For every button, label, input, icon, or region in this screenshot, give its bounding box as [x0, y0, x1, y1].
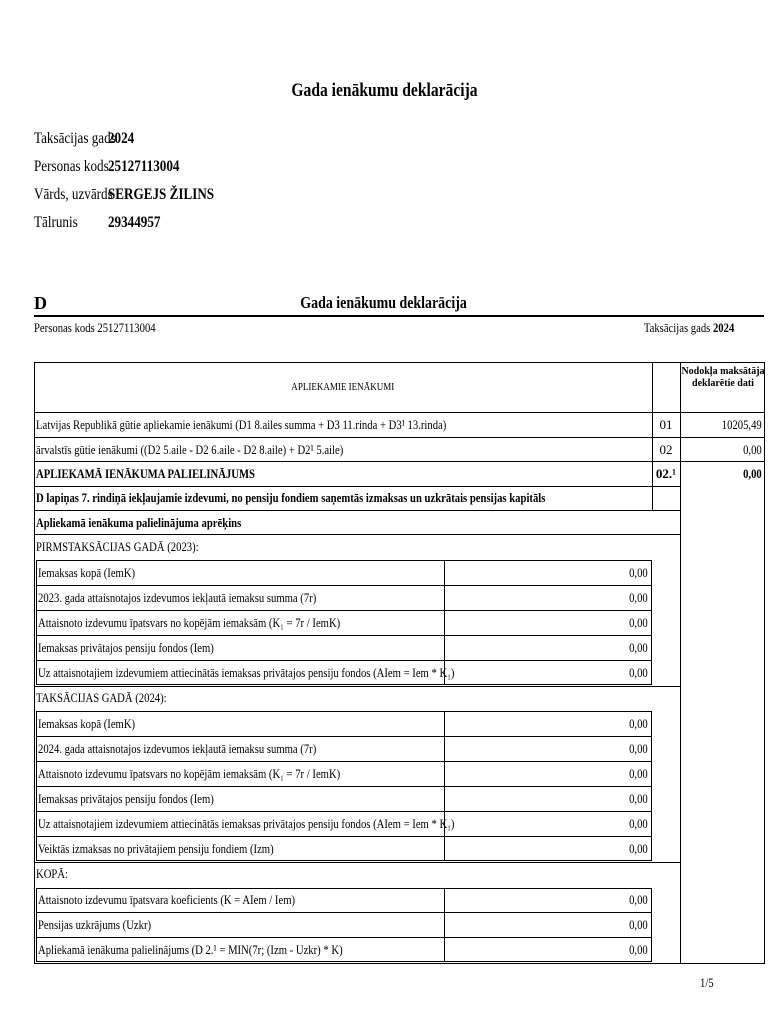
item-value: 0,00 — [629, 791, 648, 806]
item-value: 0,00 — [629, 640, 648, 655]
group-title: PIRMSTAKSĀCIJAS GADĀ (2023): — [36, 539, 199, 554]
section-tax-year: Taksācijas gads 2024 — [643, 320, 734, 335]
col-divider — [680, 362, 681, 964]
row-code: 01 — [659, 417, 673, 432]
item-value: 0,00 — [629, 590, 648, 605]
item-value: 0,00 — [629, 841, 648, 856]
row-label: ārvalstīs gūtie ienākumi ((D2 5.aile - D2 6.aile - D2 8.aile) + D2¹ 5.aile) — [36, 442, 344, 457]
row-label: APLIEKAMĀ IENĀKUMA PALIELINĀJUMS — [36, 466, 255, 481]
section-letter: D — [34, 293, 47, 313]
group-title: TAKSĀCIJAS GADĀ (2024): — [36, 690, 167, 705]
header-label: Vārds, uzvārds — [34, 186, 113, 203]
row-value: 0,00 — [743, 442, 762, 457]
row-code: 02 — [659, 442, 673, 457]
row-value: 0,00 — [743, 466, 762, 481]
item-value: 0,00 — [629, 766, 648, 781]
header-value: 25127113004 — [108, 158, 180, 175]
calc-title: Apliekamā ienākuma palielinājuma aprēķins — [36, 515, 242, 530]
column-header-right: Nodokļa maksātāja deklarētie dati — [681, 366, 765, 389]
item-label: Iemaksas kopā (IemK) — [38, 565, 136, 580]
page-title: Gada ienākumu deklarācija — [290, 80, 478, 101]
item-label: Iemaksas privātajos pensiju fondos (Iem) — [38, 640, 214, 655]
row-value: 10205,49 — [722, 417, 762, 432]
section-divider — [34, 315, 764, 317]
column-header: APLIEKAMIE IENĀKUMI — [291, 381, 395, 393]
item-value: 0,00 — [629, 741, 648, 756]
item-label: Iemaksas kopā (IemK) — [38, 716, 136, 731]
group-title: KOPĀ: — [36, 866, 68, 881]
row-divider — [34, 862, 681, 863]
item-label: 2023. gada attaisnotajos izdevumos iekļautā iemaksu summa (7r) — [38, 590, 317, 605]
item-label: Attaisnoto izdevumu īpatsvars no kopējām iemaksām (K₁ = 7r / IemK) — [38, 766, 341, 781]
header-value: 2024 — [108, 130, 135, 147]
item-value: 0,00 — [629, 716, 648, 731]
header-label: Taksācijas gads — [34, 130, 116, 147]
item-label: Veiktās izmaksas no privātajiem pensiju fondiem (Izm) — [38, 841, 274, 856]
item-label: Attaisnoto izdevumu īpatsvara koeficients (K = AIem / Iem) — [38, 892, 296, 907]
header-value: 29344957 — [108, 214, 161, 231]
item-value: 0,00 — [629, 565, 648, 580]
header-value: SERGEJS ŽILINS — [108, 186, 215, 203]
note-row: D lapiņas 7. rindiņā iekļaujamie izdevumi, no pensiju fondiem saņemtās izmaksas un uzkrātais pensijas kapitāls — [36, 490, 546, 505]
item-label: Uz attaisnotajiem izdevumiem attiecinātās iemaksas privātajos pensiju fondos (AIem = Iem * K₁) — [38, 816, 455, 831]
item-value: 0,00 — [629, 665, 648, 680]
item-value: 0,00 — [629, 816, 648, 831]
item-label: Attaisnoto izdevumu īpatsvars no kopējām iemaksām (K₁ = 7r / IemK) — [38, 615, 341, 630]
col-divider — [444, 888, 445, 962]
item-label: Apliekamā ienākuma palielinājums (D 2.¹ = MIN(7r; (Izm - Uzkr) * K) — [38, 942, 343, 957]
item-value: 0,00 — [629, 892, 648, 907]
item-label: Iemaksas privātajos pensiju fondos (Iem) — [38, 791, 214, 806]
item-label: 2024. gada attaisnotajos izdevumos iekļautā iemaksu summa (7r) — [38, 741, 317, 756]
row-label: Latvijas Republikā gūtie apliekamie ienākumi (D1 8.ailes summa + D3 11.rinda + D3¹ 13.rinda) — [36, 417, 447, 432]
header-label: Tālrunis — [34, 214, 78, 231]
row-code: 02.¹ — [655, 466, 677, 481]
page-number: 1/5 — [700, 975, 714, 990]
item-value: 0,00 — [629, 615, 648, 630]
item-value: 0,00 — [629, 942, 648, 957]
item-value: 0,00 — [629, 917, 648, 932]
header-label: Personas kods — [34, 158, 109, 175]
section-personal-code: Personas kods 25127113004 — [34, 320, 156, 335]
item-label: Pensijas uzkrājums (Uzkr) — [38, 917, 152, 932]
section-title: Gada ienākumu deklarācija — [300, 293, 468, 312]
item-label: Uz attaisnotajiem izdevumiem attiecinātās iemaksas privātajos pensiju fondos (AIem = Iem * K₁) — [38, 665, 455, 680]
